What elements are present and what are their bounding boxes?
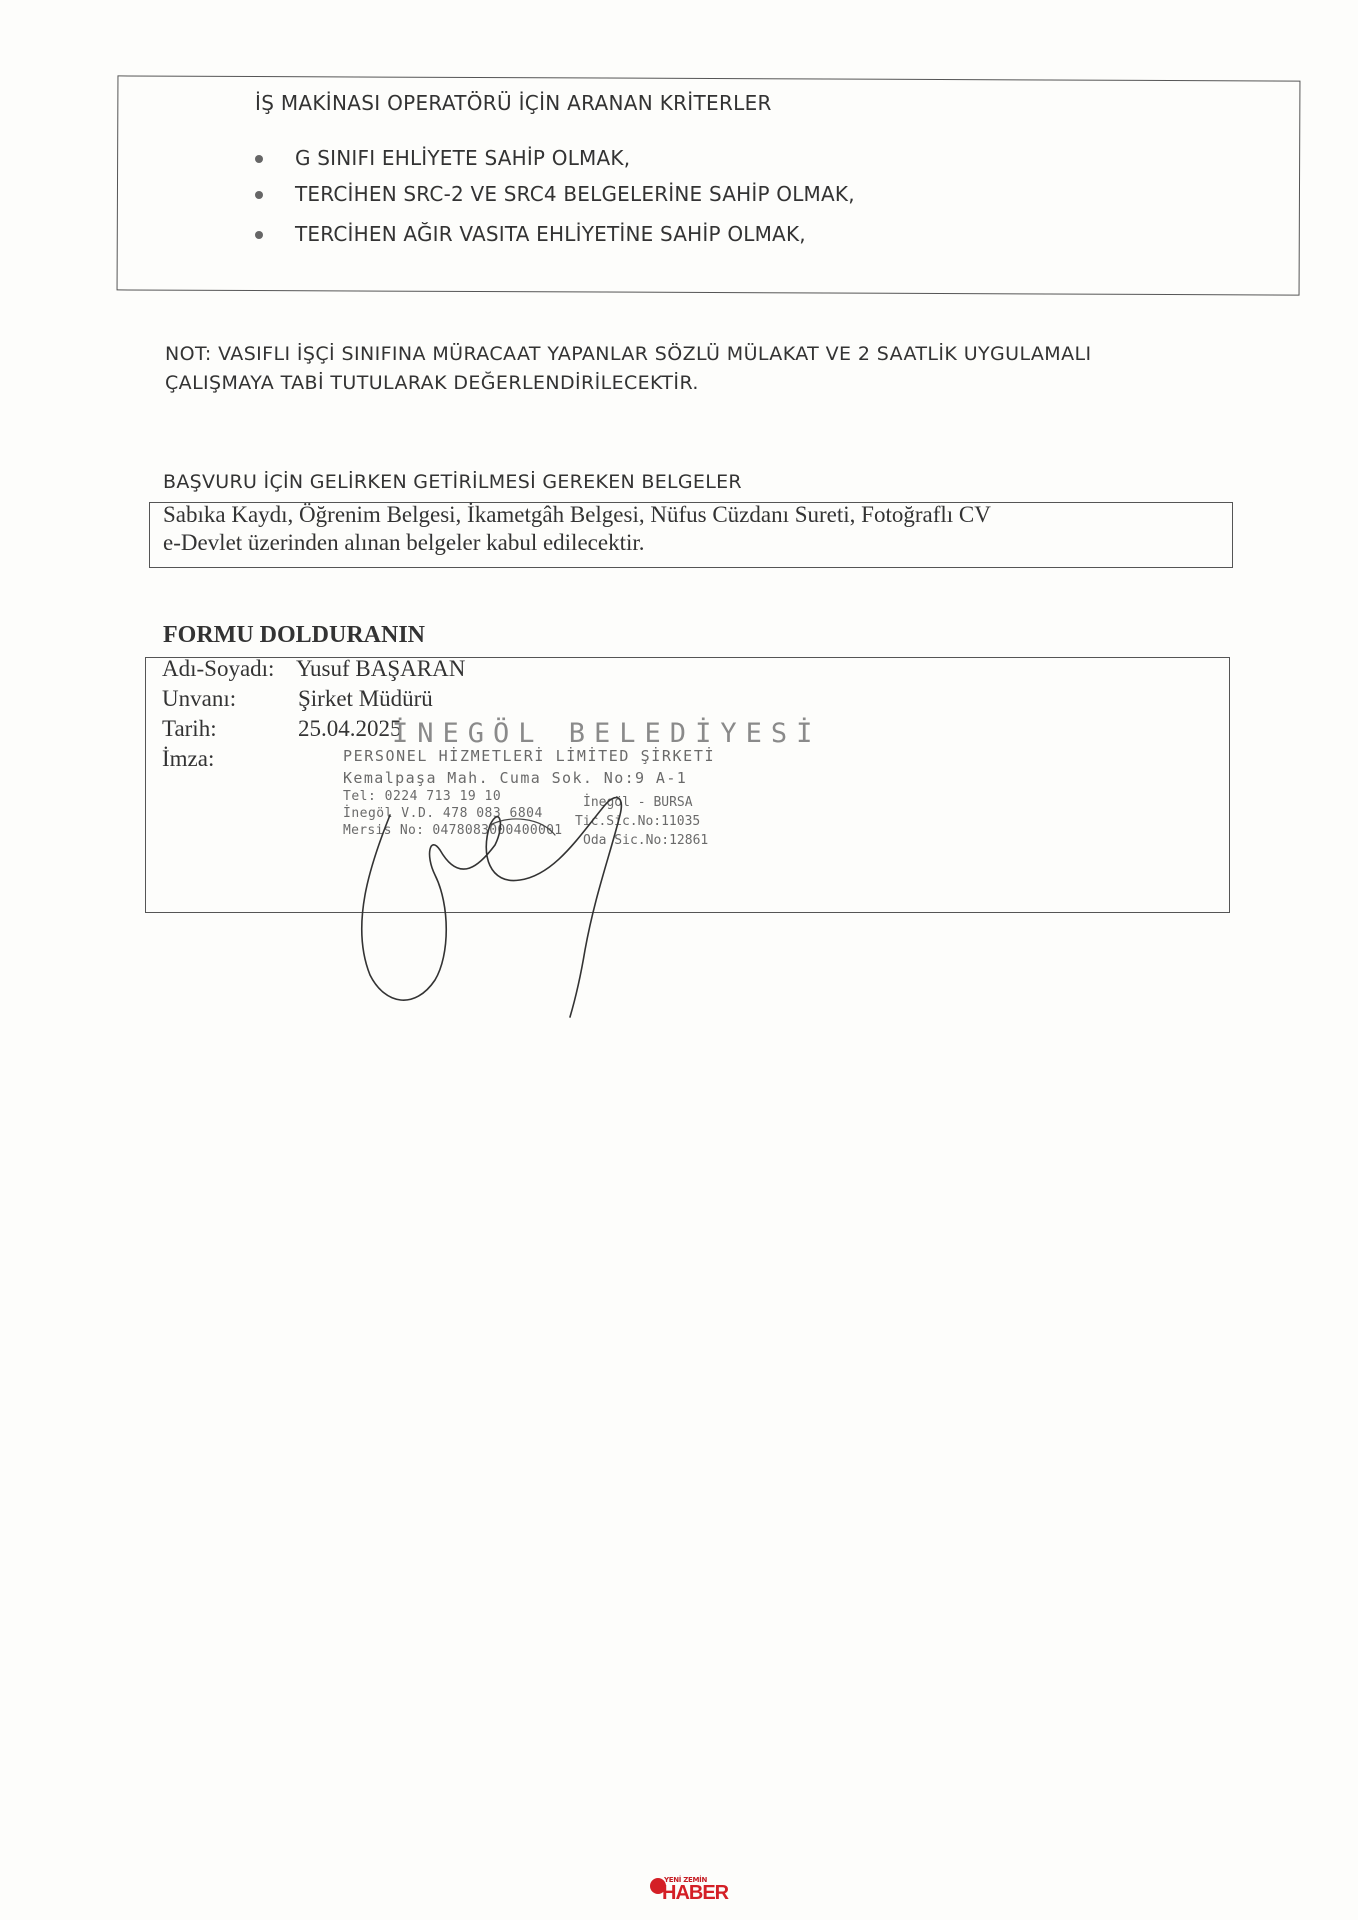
bullet-icon [255, 191, 263, 199]
stamp-text: İNEGÖL BELEDİYESİ [392, 718, 822, 749]
logo-text: HABER [662, 1882, 729, 1904]
documents-line: Sabıka Kaydı, Öğrenim Belgesi, İkametgâh Belgesi, Nüfus Cüzdanı Sureti, Fotoğraflı CV [163, 502, 991, 527]
handwritten-signature [340, 755, 740, 1025]
date-label: Tarih: [162, 716, 217, 741]
criteria-item-text: TERCİHEN SRC-2 VE SRC4 BELGELERİNE SAHİP OLMAK, [295, 182, 855, 206]
logo-subtext: YENİ ZEMİN [664, 1876, 708, 1884]
title-label: Unvanı: [162, 686, 237, 711]
criteria-item-text: G SINIFI EHLİYETE SAHİP OLMAK, [295, 146, 631, 170]
name-value: Yusuf BAŞARAN [296, 656, 466, 681]
stamp-text: İnegöl - BURSA [583, 795, 693, 810]
note-paragraph [165, 340, 1275, 398]
bullet-icon [255, 231, 263, 239]
note-line: ÇALIŞMAYA TABİ TUTULARAK DEĞERLENDİRİLECEKTİR. [165, 372, 699, 394]
stamp-text: Oda Sic.No:12861 [583, 833, 709, 848]
stamp-text: Kemalpaşa Mah. Cuma Sok. No:9 A-1 [343, 769, 688, 787]
name-label: Adı-Soyadı: [162, 656, 275, 681]
criteria-item-text: TERCİHEN AĞIR VASITA EHLİYETİNE SAHİP OLMAK, [295, 222, 806, 246]
title-value: Şirket Müdürü [298, 686, 433, 711]
documents-title: BAŞVURU İÇİN GELİRKEN GETİRİLMESİ GEREKEN BELGELER [163, 471, 742, 493]
date-value: 25.04.2025 [298, 716, 402, 741]
note-line: NOT: VASIFLI İŞÇİ SINIFINA MÜRACAAT YAPANLAR SÖZLÜ MÜLAKAT VE 2 SAATLİK UYGULAMALI [165, 343, 1092, 365]
documents-line: e-Devlet üzerinden alınan belgeler kabul edilecektir. [163, 530, 645, 555]
signature-label: İmza: [162, 746, 215, 771]
stamp-text: Mersis No: 0478083000400001 [343, 823, 563, 838]
stamp-text: Tic.Sic.No:11035 [575, 814, 701, 829]
stamp-text: İnegöl V.D. 478 083 6804 [343, 806, 543, 821]
brand-logo [650, 1876, 729, 1912]
bullet-icon [255, 155, 263, 163]
criteria-title: İŞ MAKİNASI OPERATÖRÜ İÇİN ARANAN KRİTERLER [255, 91, 772, 115]
stamp-text: PERSONEL HİZMETLERİ LİMİTED ŞİRKETİ [343, 747, 716, 765]
stamp-text: Tel: 0224 713 19 10 [343, 789, 502, 804]
form-filler-title: FORMU DOLDURANIN [163, 622, 425, 648]
